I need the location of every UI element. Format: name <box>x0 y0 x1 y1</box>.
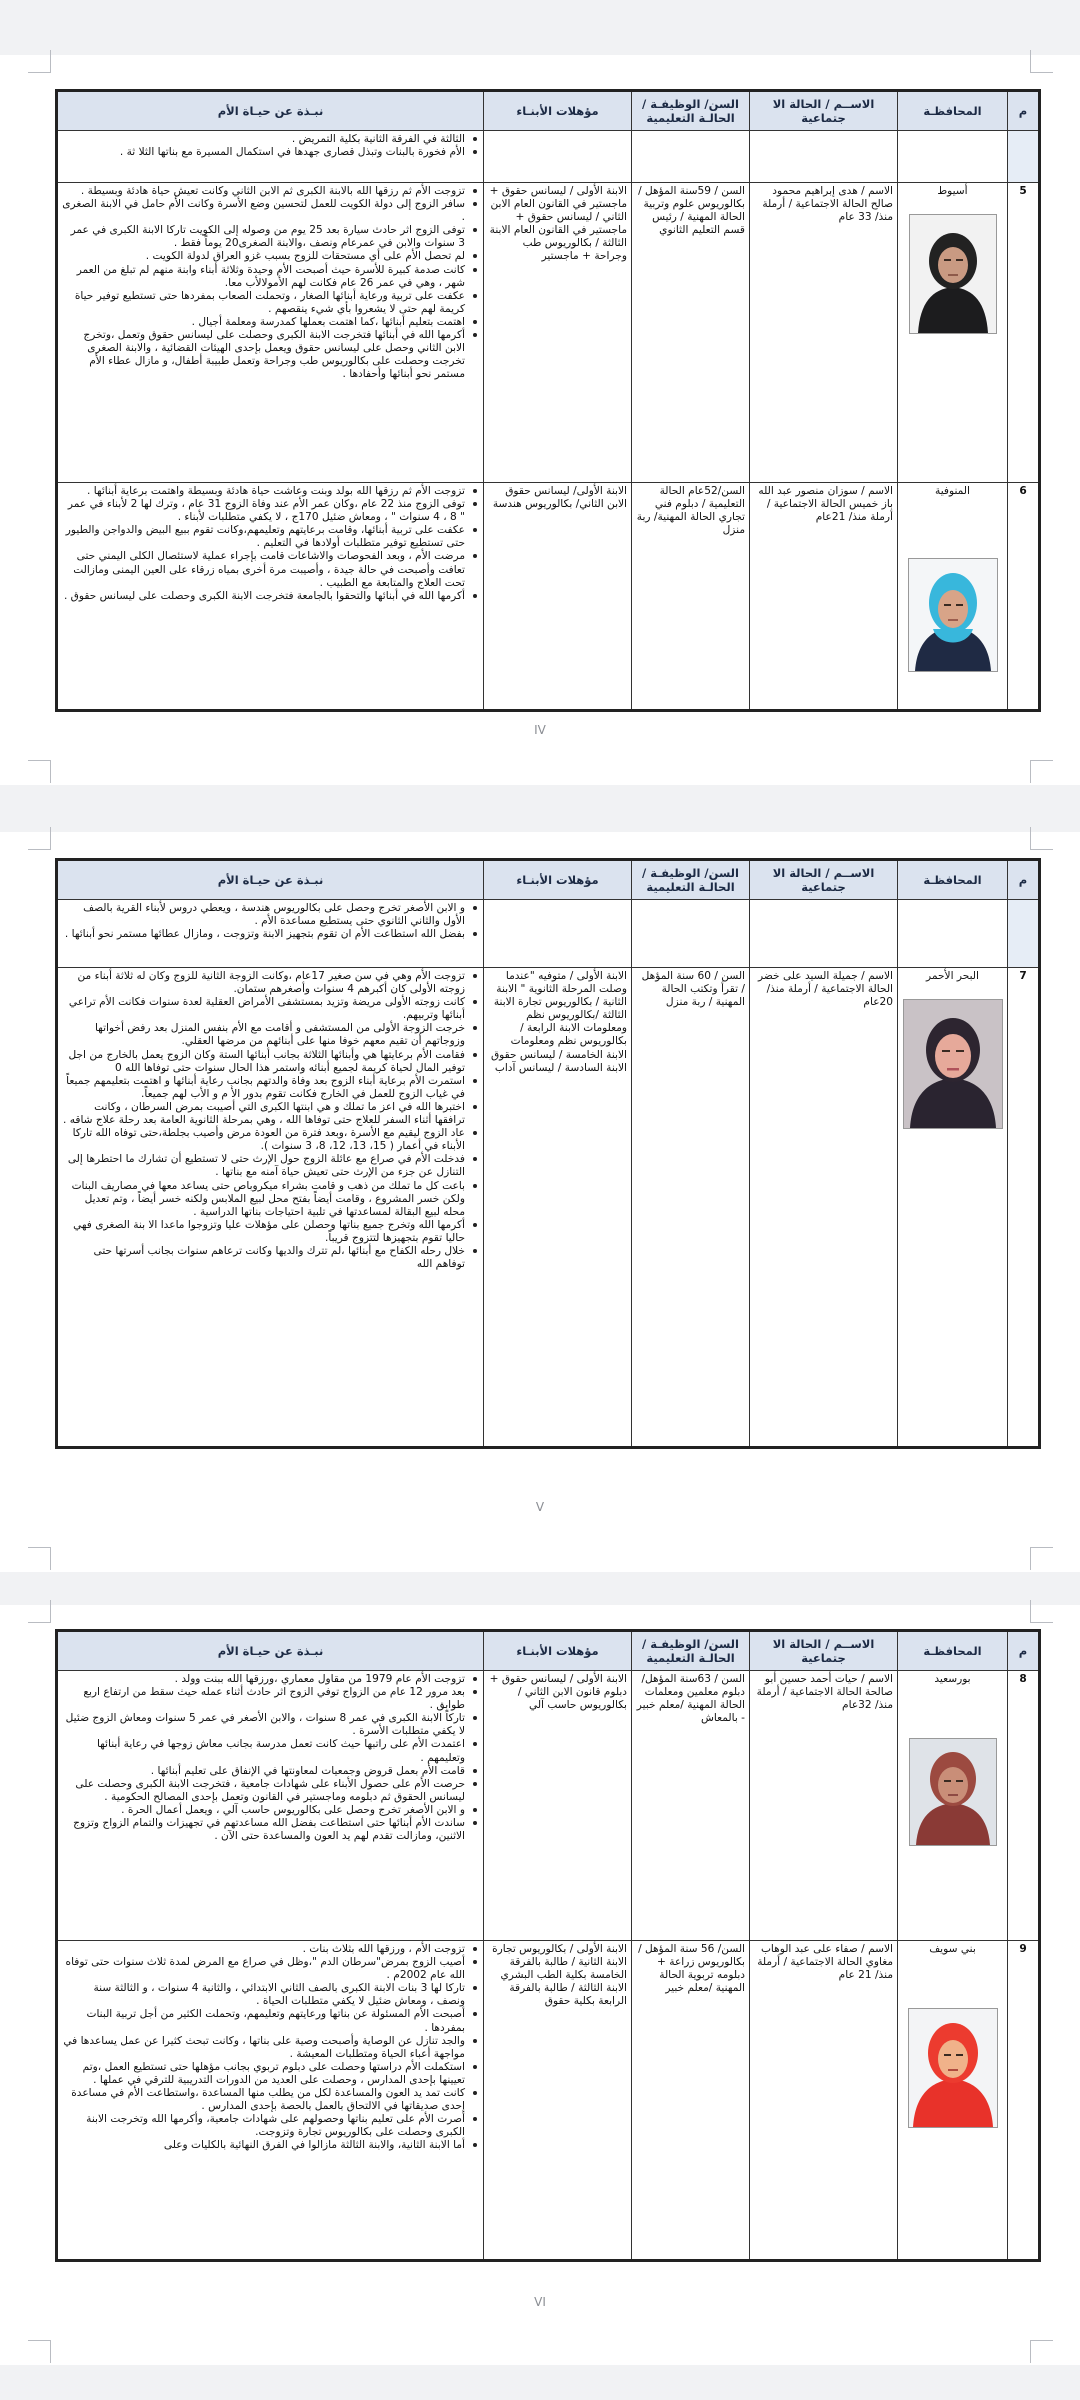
mother-photo <box>909 1738 997 1846</box>
cell-name-status: الاسم / حيات أحمد حسين أبو صالحة الحالة الاجتماعية / أرملة منذ/ 32عام <box>750 1671 898 1941</box>
bio-bullet: سافر الزوج إلى دولة الكويت للعمل لتحسين وضع الأسرة وكانت الأم حامل في الابنة الصغرى . <box>62 198 465 224</box>
table-row <box>57 1941 1040 2261</box>
cell-governorate <box>898 483 1008 711</box>
cell-number: 5 <box>1008 183 1040 483</box>
cell-empty <box>632 131 750 183</box>
cell-age-job: السن / 63سنة المؤهل/دبلوم معلمين ومعلمات الحالة المهنية /معلم خبير - بالمعاش <box>632 1671 750 1941</box>
header-children: مؤهلات الأبنـاء <box>484 860 632 900</box>
mothers-table <box>55 858 1041 1449</box>
bio-bullet: لم تحصل الأم على أي مستحقات للزوج بسبب غزو العراق لدولة الكويت . <box>62 250 467 263</box>
header-biography: نبـذة عن حيـاة الأم <box>57 860 484 900</box>
page-number: IV <box>534 723 546 737</box>
table-row <box>57 183 1040 483</box>
governorate-label: البحر الأحمر <box>926 970 979 982</box>
bio-bullet: فدخلت الأم في صراع مع عائلة الزوج حول الإرث حتى لا تستطيع أن تشارك ما احتطرها إلى التنازل عن جزء من الإرث حتى تعيش حياة آمنه مع بناتها . <box>62 1153 467 1179</box>
cell-name-status: الاسم / صفاء على عبد الوهاب مغاوي الحالة الاجتماعية / أرملة منذ/ 21 عام <box>750 1941 898 2261</box>
bio-bullet: كانت زوجته الأولى مريضة وتزيد بمستشفى الأمراض العقلية لعدة سنوات فكانت الأم تراعي أبنائها وتربيهم. <box>62 996 467 1022</box>
bio-bullet: توفى الزوج اثر حادث سيارة بعد 25 يوم من وصوله إلى الكويت تاركا الابنة الكبرى في عمر 3 سنوات والابن في عمرعام ونصف ،والابنة الصغرى20 يوماً فقط . <box>62 224 467 250</box>
header-number: م <box>1008 860 1040 900</box>
cell-name-status: الاسم / جميلة السيد على خضر الحالة الاجتماعية / أرملة منذ/ 20عام <box>750 968 898 1448</box>
bio-bullet: أصرت الأم على تعليم بناتها وحصولهم على شهادات جامعية، وأكرمها الله وتخرجت الابنة الكبرى وحصلت على بكالوريوس تجارة وتزوجت. <box>62 2113 467 2139</box>
cell-biography <box>57 968 484 1448</box>
header-biography: نبـذة عن حيـاة الأم <box>57 91 484 131</box>
bio-bullet: عاد الزوج ليقيم مع الأسرة ،وبعد فترة من العودة مرض وأصيب بجلطة،حتى توفاه الله تاركا الأبناء في أعمار ( 15، 13، 12، 8، 3 سنوات ). <box>62 1127 467 1153</box>
bio-bullet: اختبرها الله في اعز ما تملك و هي ابنتها الكبرى التي أصيبت بمرض السرطان ، وكانت ترافقها أثناء السفر للعلاج حتى توفاها الله ، وهي بمرحلة الثانوية العامة بعد رحلة علاج شاقه . <box>62 1100 465 1127</box>
bio-bullet: فقامت الأم برعايتها هي وأبنائها الثلاثة بجانب أبنائها الستة وكان الزوج يعمل بالخارج من اجل توفير المال لحياة كريمة لجميع أبنائه واستمر هذا الحال سنوات حتى توفاها الله 0 <box>62 1049 467 1075</box>
mother-photo <box>908 558 998 672</box>
cell-governorate <box>898 183 1008 483</box>
bio-bullet: الثالثة في الفرقة الثانية بكلية التمريض . <box>62 133 467 146</box>
table-row-continuation <box>57 900 1040 968</box>
bio-bullet: أصبحت الأم المسئولة عن بناتها ورعايتهم وتعليمهم، وتحملت الكثير من أجل تربية البنات بمفردها . <box>62 2008 467 2034</box>
bio-bullet: ساندت الأم أبنائها حتى استطاعت بفضل الله مساعدتهم في تجهيزات والتمام الزواج وتزوج الاثنين، ومازالت تقدم لهم يد العون والمساعدة حتى الآن . <box>62 1817 467 1843</box>
bio-bullet: الأم فخورة بالبنات وتبذل قصارى جهدها في استكمال المسيرة مع بناتها الثلا ثة . <box>62 146 467 159</box>
bio-bullet: توفى الزوج منذ 22 عام ،وكان عمر الأم عند وفاة الزوج 31 عام ، وترك لها 2 لأبناء في عمر " 8 ، 4 سنوات " ، ومعاش ضئيل 170ج ، لا يكفي متطلبات لأبناء . <box>62 498 467 524</box>
cell-empty <box>750 900 898 968</box>
cell-age-job: السن / 60 سنة المؤهل / تقرأ وتكتب الحالة المهنية / ربة منزل <box>632 968 750 1448</box>
page-number: VI <box>534 2295 546 2309</box>
cell-number: 6 <box>1008 483 1040 711</box>
document-page-v <box>0 832 1080 1572</box>
header-age-job: السن/ الوظيفـة / الحالـة التعليمية <box>632 860 750 900</box>
bio-bullet: استمرت الأم برعاية أبناء الزوج بعد وفاة والدتهم بجانب رعاية أبنائها و اهتمت بتعليمهم جميعاً في غياب الزوج للعمل في الخارج فكانت تقوم بدور الأ م و الأب لهم جميعاً. <box>62 1075 467 1101</box>
cell-biography <box>57 183 484 483</box>
bio-bullet: تزوجت الأم ثم رزقها الله بالابنة الكبرى ثم الابن الثاني وكانت تعيش حياة هادئة وبسيطة . <box>62 185 467 198</box>
mothers-table <box>55 1629 1041 2262</box>
mother-photo <box>909 214 997 334</box>
bio-bullet: كانت صدمة كبيرة للأسرة حيث أصبحت الأم وحيدة وثلاثة أبناء وابنة منهم لم تبلغ من العمر شهر ، وهي في عمر 26 عام فكانت لهم الأمولالأب معا. <box>62 264 467 290</box>
bio-bullet: حرصت الأم على حصول الأبناء على شهادات جامعية ، فتخرجت الابنة الكبرى وحصلت على ليسانس الحقوق ثم دبلومه وماجستير في القانون وتعمل بإحدى المصالح الحكومية . <box>62 1778 467 1804</box>
bio-bullet: تزوجت الأم وهي في سن صغير 17عام ،وكانت الزوجة الثانية للزوج وكان له ثلاثة أبناء من زوجته الأولى كان أكبرهم 4 سنوات وأصغرهم ستمان. <box>62 970 467 996</box>
cell-name-status: الاسم / سوزان منصور عبد الله باز خميس الحالة الاجتماعية / أرملة منذ/ 21عام <box>750 483 898 711</box>
cell-empty <box>750 131 898 183</box>
bio-bullet: أكرمها الله في أبنائها فتخرجت الابنة الكبرى وحصلت على ليسانس حقوق وتعمل ،وتخرج الابن الثاني وحصل على ليسانس حقوق ويعمل بإحدى الهيئات القضائية ، والابنة الصغرى تخرجت وحصلت على بكالوريوس طب وجراحة وتعمل طبيبة أطفال، و مازال عطاء الأم مستمر نحو أبنائها وأحفادها . <box>62 329 467 381</box>
bio-bullet: باعت كل ما تملك من ذهب و قامت بشراء ميكروباص حتى يساعد معها في مصاريف البنات ولكن خسر المشروع ، وقامت أيضاً بفتح محل لبيع الملابس ولكنه خسر أيضاً ، وتم تعديل محله لبيع البقالة لمساعدتها في تلبية احتياجات بناتها الدراسية . <box>62 1180 467 1219</box>
table-header-row <box>57 91 1040 131</box>
bio-bullet: خرجت الزوجة الأولى من المستشفى و أقامت مع الأم بنفس المنزل بعد رفض أخواتها وزوجاتهم أن تقيم معهم خوفا منها على أبنائهم من مرضها العقلي. <box>62 1022 467 1048</box>
cell-children: الابنة الأولى / بكالوريوس تجارة الابنة الثانية / طالبة بالفرقة الخامسة بكلية الطب البشري الابنة الثالثة / طالبة بالفرقة الرابعة بكلية حقوق <box>484 1941 632 2261</box>
bio-bullet: استكملت الأم دراستها وحصلت على دبلوم تربوي بجانب مؤهلها حتى تستطيع العمل ،وتم تعيينها بإحدى المدارس ، وحصلت على العديد من الدورات التدريبية للترقي في عملها . <box>62 2061 467 2087</box>
cell-empty <box>1008 900 1040 968</box>
header-governorate: المحافظـة <box>898 91 1008 131</box>
cell-governorate <box>898 1671 1008 1941</box>
bio-bullet: بعد مرور 12 عام من الزواج توفي الزوج اثر حادث أثناء عمله حيث سقط من ارتفاع اربع طوابق . <box>62 1686 467 1712</box>
bio-bullet: تاركا لها 3 بنات الابنة الكبرى بالصف الثاني الابتدائي ، والثانية 4 سنوات ، و الثالثة سنة ونصف ، ومعاش ضئيل لا يكفي متطلبات الحياة . <box>62 1982 467 2008</box>
bio-bullet: اهتمت بتعليم أبنائها ،كما اهتمت بعملها كمدرسة ومعلمة أجيال . <box>62 316 467 329</box>
cell-biography <box>57 131 484 183</box>
cell-empty <box>484 131 632 183</box>
header-number: م <box>1008 91 1040 131</box>
bio-bullet: تاركاً الابنة الكبرى في عمر 8 سنوات ، والابن الأصغر في عمر 5 سنوات ومعاش الزوج ضئيل لا يكفي متطلبات الأسرة . <box>62 1712 467 1738</box>
bio-bullet: كانت تمد يد العون والمساعدة لكل من يطلب منها المساعدة ،واستطاعت الأم في مساعدة إحدى صديقاتها في الالتحاق بالعمل بالحصة بإحدى المدارس . <box>62 2087 467 2113</box>
cell-number: 7 <box>1008 968 1040 1448</box>
mothers-table <box>55 89 1041 712</box>
table-row <box>57 1671 1040 1941</box>
header-name-status: الاســم / الحالة الا جتماعية <box>750 1631 898 1671</box>
cell-age-job: السن/ 56 سنة المؤهل / بكالوريوس زراعة + دبلومه تربوية الحالة المهنية /معلم خبير <box>632 1941 750 2261</box>
table-row-continuation <box>57 131 1040 183</box>
cell-name-status: الاسم / هدى إبراهيم محمود صالح الحالة الاجتماعية / أرملة منذ/ 33 عام <box>750 183 898 483</box>
governorate-label: أسيوط <box>937 185 968 197</box>
bio-bullet: تزوجت الأم ، ورزقها الله بثلاث بنات . <box>62 1943 467 1956</box>
cell-governorate <box>898 968 1008 1448</box>
header-governorate: المحافظـة <box>898 1631 1008 1671</box>
bio-bullet: أكرمها الله في أبنائها والتحقوا بالجامعة فتخرجت الابنة الكبرى وحصلت على ليسانس حقوق . <box>63 589 465 602</box>
header-age-job: السن/ الوظيفـة / الحالـة التعليمية <box>632 1631 750 1671</box>
cell-age-job: السن/52عام الحالة التعليمية / دبلوم فني تجاري الحالة المهنية/ ربة منزل <box>632 483 750 711</box>
header-governorate: المحافظـة <box>898 860 1008 900</box>
cell-biography <box>57 1671 484 1941</box>
bio-bullet: و الابن الأصغر تخرج وحصل على بكالوريوس هندسة ، ويعطي دروس لأبناء القرية بالصف الأول والثاني الثانوي حتى يستطيع مساعدة الأم . <box>62 902 467 928</box>
governorate-label: بني سويف <box>929 1943 976 1955</box>
bio-bullet: أصيب الزوج بمرض"سرطان الدم "،وظل في صراع مع المرض لمدة ثلاث سنوات حتى توفاه الله عام 2002م . <box>62 1956 467 1982</box>
governorate-label: بورسعيد <box>934 1673 971 1685</box>
header-age-job: السن/ الوظيفـة / الحالـة التعليمية <box>632 91 750 131</box>
table-row <box>57 968 1040 1448</box>
bio-bullet: قامت الأم بعمل قروض وجمعيات لمعاونتها في الإنفاق على تعليم أبنائها . <box>62 1765 467 1778</box>
cell-empty <box>632 900 750 968</box>
bio-bullet: أكرمها الله وتخرج جميع بناتها وحصلن على مؤهلات عليا وتزوجوا ماعدا الا بنة الصغرى فهي حاليا تقوم بتجهيزها لتتزوج قريباً. <box>62 1219 467 1245</box>
cell-children: الابنة الأولى / متوفيه "عندما وصلت المرحلة الثانوية " الابنة الثانية / بكالوريوس تجارة الابنة الثالثة /بكالوريوس نظم ومعلومات الابنة الرابعة / بكالوريوس نظم ومعلومات الابنة الخامسة / ليسانس حقوق الابنة السادسة / ليسانس آداب <box>484 968 632 1448</box>
bio-bullet: تزوجت الأم عام 1979 من مقاول معماري ،ورزقها الله ببنت وولد . <box>62 1673 467 1686</box>
header-children: مؤهلات الأبنـاء <box>484 91 632 131</box>
header-children: مؤهلات الأبنـاء <box>484 1631 632 1671</box>
header-name-status: الاســم / الحالة الا جتماعية <box>750 860 898 900</box>
document-page-vi <box>0 1605 1080 2365</box>
bio-bullet: خلال رحله الكفاح مع أبنائها ،لم تترك والديها وكانت ترعاهم سنوات بجانب أسرتها حتى توفاهم الله <box>62 1245 467 1271</box>
document-page-iv <box>0 55 1080 785</box>
cell-governorate <box>898 1941 1008 2261</box>
table-header-row <box>57 860 1040 900</box>
header-biography: نبـذة عن حيـاة الأم <box>57 1631 484 1671</box>
cell-age-job: السن / 59سنة المؤهل / بكالوريوس علوم وتربية الحالة المهنية / رئيس قسم التعليم الثانوي <box>632 183 750 483</box>
mother-photo <box>908 2008 998 2128</box>
bio-bullet: عكفت على تربية ورعاية أبنائها الصغار ، وتحملت الصعاب بمفردها حتى تستطيع توفير حياة كريمة لهم حتى لا يشعروا بأي شيء ينقصهم . <box>62 290 467 316</box>
mother-photo <box>903 999 1003 1129</box>
bio-bullet: و الابن الأصغر تخرج وحصل على بكالوريوس حاسب آلي ، ويعمل أعمال الحرة . <box>62 1804 467 1817</box>
cell-number: 8 <box>1008 1671 1040 1941</box>
cell-children: الابنة الأولى / ليسانس حقوق + دبلوم قانون الابن الثاني / بكالوريوس حاسب آلي <box>484 1671 632 1941</box>
cell-empty <box>1008 131 1040 183</box>
bio-bullet: مرضت الأم ، وبعد الفحوصات والاشاعات قامت بإجراء عملية لاستئصال الكلى اليمني حتى تعافت وأصبحت في حالة جيدة ، وأصيبت مرة أخرى بمياه زرقاء على العين اليمنى ومازالت تحت العلاج والمتابعة مع الطبيب . <box>62 550 467 589</box>
header-name-status: الاســم / الحالة الا جتماعية <box>750 91 898 131</box>
cell-empty <box>898 131 1008 183</box>
cell-biography <box>57 900 484 968</box>
table-header-row <box>57 1631 1040 1671</box>
table-row <box>57 483 1040 711</box>
page-number: V <box>535 1500 545 1514</box>
bio-bullet: اعتمدت الأم على راتبها حيث كانت تعمل مدرسة بجانب معاش زوجها في رعاية أبنائها وتعليمهم . <box>62 1738 467 1764</box>
cell-children: الابنة الأولى/ ليسانس حقوق الابن الثاني/ بكالوريوس هندسة <box>484 483 632 711</box>
cell-biography <box>57 483 484 711</box>
cell-biography <box>57 1941 484 2261</box>
bio-bullet: عكفت على تربية أبنائها، وقامت برعايتهم وتعليمهم،وكانت تقوم ببيع البيض والدواجن والطيور حتى تستطيع توفير متطلبات أولادها في التعليم . <box>62 524 467 550</box>
bio-bullet: أما الابنة الثانية، والابنة الثالثة مازالوا في الفرق النهائية بالكليات وعلى <box>62 2139 467 2152</box>
governorate-label: المنوفية <box>935 485 970 497</box>
cell-empty <box>898 900 1008 968</box>
cell-number: 9 <box>1008 1941 1040 2261</box>
bio-bullet: بفضل الله استطاعت الأم ان تقوم بتجهيز الابنة وتزوجت ، ومازال عطائها مستمر نحو أبنائها . <box>62 928 467 941</box>
bio-bullet: تزوجت الأم ثم رزقها الله بولد وبنت وعاشت حياة هادئة وبسيطة واهتمت برعاية أبنائها . <box>62 485 467 498</box>
cell-empty <box>484 900 632 968</box>
cell-children: الابنة الأولى / ليسانس حقوق + ماجستير في القانون العام الابن الثاني / ليسانس حقوق + ماجستير في القانون العام الابنة الثالثة / بكالوريوس طب وجراحة + ماجستير <box>484 183 632 483</box>
bio-bullet: والجد تنازل عن الوصاية وأصبحت وصية على بناتها ، وكانت تبحث كثيرا عن عمل يساعدها في مواجهة أعباء الحياة ومتطلبات المعيشة . <box>63 2034 465 2060</box>
header-number: م <box>1008 1631 1040 1671</box>
